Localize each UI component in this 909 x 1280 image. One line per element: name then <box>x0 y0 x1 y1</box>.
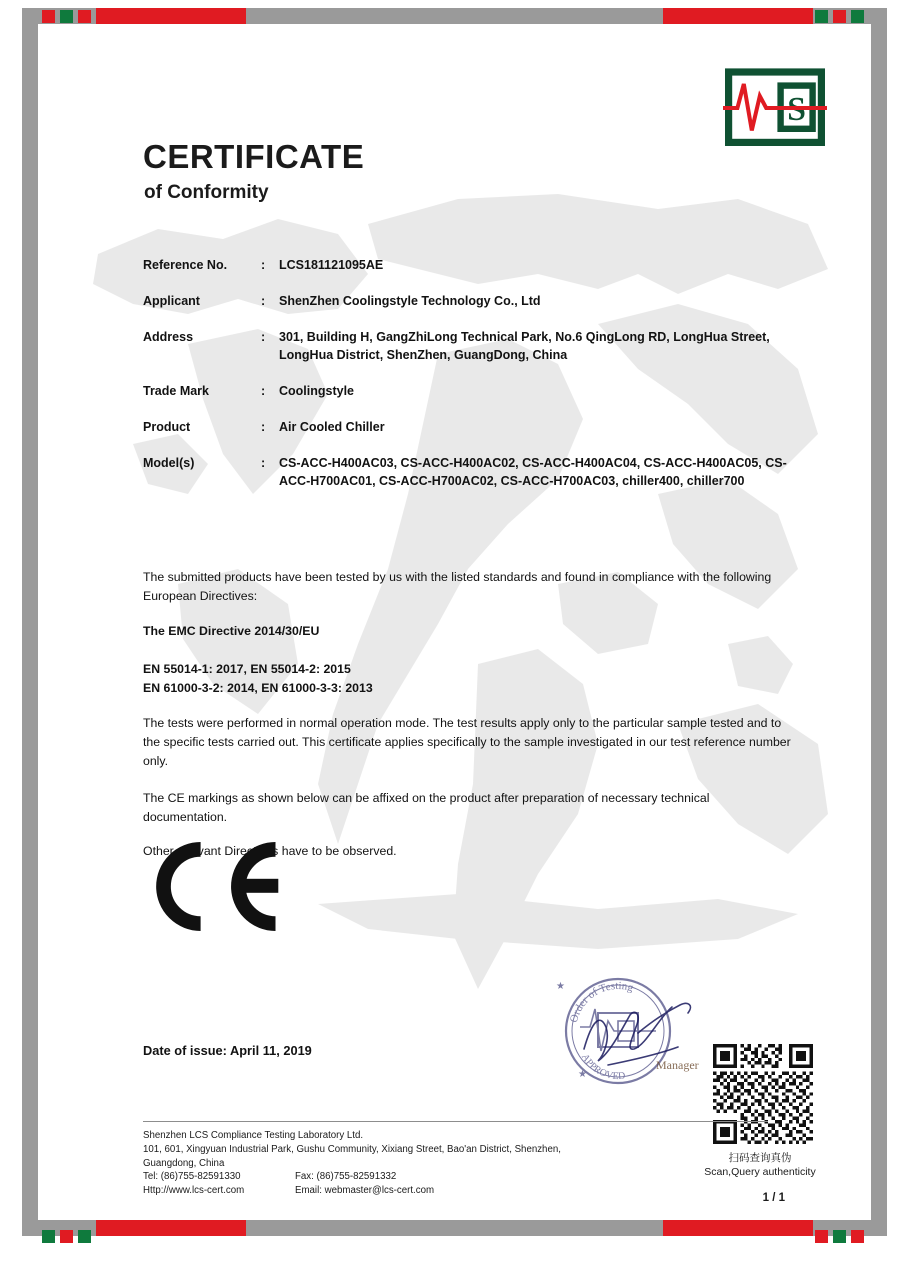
field-value: Coolingstyle <box>279 384 355 398</box>
corner-square <box>78 10 91 23</box>
field-colon: : <box>261 419 266 434</box>
date-of-issue: Date of issue: April 11, 2019 <box>143 1043 312 1058</box>
field-label: Model(s) <box>143 455 195 470</box>
field-row-models <box>143 454 803 492</box>
svg-text:★: ★ <box>578 1069 587 1080</box>
footer-block <box>143 1129 623 1198</box>
field-label: Reference No. <box>143 258 228 272</box>
field-value: CS-ACC-H400AC03, CS-ACC-H400AC02, CS-ACC-H400AC04, CS-ACC-H400AC05, CS-ACC-H700AC01, CS-ACC-H700AC02, CS-ACC-H700AC03, chiller400, chiller700 <box>279 455 787 489</box>
frame-top-accent-right <box>663 8 813 24</box>
footer-address-line-2: Guangdong, China <box>143 1157 225 1169</box>
corner-square <box>60 10 73 23</box>
field-row-reference-no <box>143 256 803 275</box>
footer-contact-row-2 <box>143 1184 623 1198</box>
certificate-content <box>38 24 871 1236</box>
corner-square <box>815 10 828 23</box>
field-colon: : <box>261 258 266 272</box>
field-row-address <box>143 328 803 366</box>
qr-code <box>713 1044 813 1144</box>
ce-mark-icon <box>146 834 286 939</box>
footer-website[interactable]: Http://www.lcs-cert.com <box>143 1185 245 1197</box>
directive-line: The EMC Directive 2014/30/EU <box>143 624 320 638</box>
field-value: 301, Building H, GangZhiLong Technical Park, No.6 QingLong RD, LongHua Street, LongHua District, ShenZhen, GuangDong, China <box>279 329 770 363</box>
certificate-fields <box>143 256 803 508</box>
ce-note-paragraph: The CE markings as shown below can be affixed on the product after preparation of necessary technical documentation. <box>143 791 710 825</box>
frame-left-border <box>22 8 38 1236</box>
field-label: Address <box>143 329 194 344</box>
svg-text:★: ★ <box>556 981 565 992</box>
standards-line-1: EN 55014-1: 2017, EN 55014-2: 2015 <box>143 662 351 676</box>
field-value: LCS181121095AE <box>279 258 384 272</box>
lcs-logo-icon <box>723 68 827 148</box>
footer-contact-row-1 <box>143 1170 623 1184</box>
qr-caption-chinese: 扫码查询真伪 <box>728 1152 792 1164</box>
svg-text:Order of Testing: Order of Testing <box>567 979 635 1024</box>
tests-note-paragraph: The tests were performed in normal operation mode. The test results apply only to the particular sample tested and to the specific tests carried out. This certificate applies specifically to the sample investigated in our test reference number only. <box>143 716 791 769</box>
corner-square <box>851 10 864 23</box>
intro-paragraph: The submitted products have been tested by us with the listed standards and found in compliance with the following European Directives: <box>143 570 772 604</box>
field-colon: : <box>261 329 266 344</box>
corner-square <box>833 10 846 23</box>
frame-right-border <box>871 8 887 1236</box>
footer-lab-name: Shenzhen LCS Compliance Testing Laboratory Ltd. <box>143 1130 364 1141</box>
footer-email[interactable]: Email: webmaster@lcs-cert.com <box>295 1185 435 1197</box>
field-colon: : <box>261 455 266 470</box>
svg-text:S: S <box>787 91 806 128</box>
field-label: Applicant <box>143 293 200 308</box>
page-title: CERTIFICATE <box>143 138 365 175</box>
footer-fax: Fax: (86)755-82591332 <box>295 1171 397 1183</box>
corner-square <box>42 10 55 23</box>
other-directives-paragraph: Other relevant Directives have to be observed. <box>143 844 397 858</box>
field-colon: : <box>261 293 266 308</box>
page-number: 1 / 1 <box>762 1192 785 1204</box>
svg-text:APPROVED: APPROVED <box>579 1052 626 1083</box>
field-label: Trade Mark <box>143 384 210 398</box>
field-row-applicant <box>143 292 803 311</box>
frame-top-accent-left <box>96 8 246 24</box>
field-colon: : <box>261 384 266 398</box>
page-subtitle: of Conformity <box>144 182 269 203</box>
footer-divider <box>143 1121 768 1122</box>
field-value: ShenZhen Coolingstyle Technology Co., Ltd <box>279 293 541 308</box>
footer-tel: Tel: (86)755-82591330 <box>143 1171 241 1183</box>
approval-stamp <box>538 969 713 1091</box>
footer-address-line-1: 101, 601, Xingyuan Industrial Park, Gushu Community, Xixiang Street, Bao'an District, Shenzhen, <box>143 1143 561 1155</box>
field-row-trade-mark <box>143 382 803 401</box>
field-value: Air Cooled Chiller <box>279 419 385 434</box>
qr-caption-english: Scan,Query authenticity <box>704 1166 816 1178</box>
standards-line-2: EN 61000-3-2: 2014, EN 61000-3-3: 2013 <box>143 681 373 695</box>
svg-text:Manager: Manager <box>656 1058 699 1072</box>
field-row-product <box>143 418 803 437</box>
field-label: Product <box>143 419 191 434</box>
